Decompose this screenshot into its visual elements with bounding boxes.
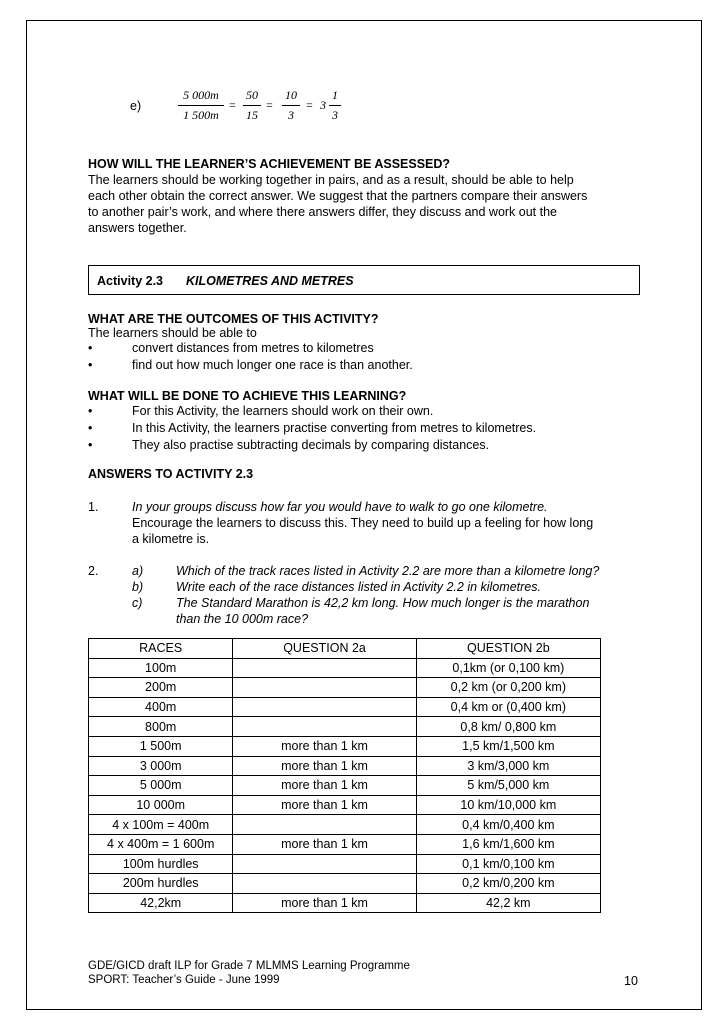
mixed-number-whole: 3 [320,98,326,112]
table-cell: 1 500m [89,736,233,756]
table-cell: 0,8 km/ 0,800 km [416,717,600,737]
fraction-denominator: 3 [332,108,338,122]
fraction-denominator: 1 500m [183,108,219,122]
equals-sign: = [266,98,273,112]
table-row [89,697,601,717]
table-cell: 10 000m [89,795,233,815]
fraction-numerator: 10 [285,88,297,102]
table-cell: 3 000m [89,756,233,776]
table-cell: more than 1 km [233,893,416,913]
table-cell: 4 x 400m = 1 600m [89,834,233,854]
fraction-bar [329,105,341,106]
table-cell: 100m [89,658,233,678]
bullet: • [88,421,93,435]
activity-title: KILOMETRES AND METRES [186,274,354,288]
table-cell: more than 1 km [233,756,416,776]
achieve-item: In this Activity, the learners practise converting from metres to kilometres. [132,421,537,435]
table-cell: 4 x 100m = 400m [89,815,233,835]
table-row [89,795,601,815]
table-row [89,854,601,874]
table-row [89,776,601,796]
question-text: In your groups discuss how far you would have to walk to go one kilometre. [132,500,548,514]
assessment-line: to another pair’s work, and where there answers differ, they discuss and work out the [88,205,558,219]
table-cell: more than 1 km [233,736,416,756]
outcomes-intro: The learners should be able to [88,326,257,340]
table-cell: 42,2km [89,893,233,913]
fraction-denominator: 3 [288,108,294,122]
fraction-bar [178,105,224,106]
assessment-line: answers together. [88,221,187,235]
table-cell: 0,2 km (or 0,200 km) [416,678,600,698]
fraction-bar [243,105,261,106]
question-number: 1. [88,500,99,514]
bullet: • [88,341,93,355]
subquestion-label: c) [132,596,143,610]
assessment-line: The learners should be working together in pairs, and as a result, should be able to help [88,173,574,187]
table-row [89,834,601,854]
bullet: • [88,358,93,372]
activity-number: Activity 2.3 [97,274,164,288]
table-cell: 0,1 km/0,100 km [416,854,600,874]
bullet: • [88,404,93,418]
answers-heading: ANSWERS TO ACTIVITY 2.3 [88,467,254,481]
table-cell: more than 1 km [233,776,416,796]
table-cell: 800m [89,717,233,737]
subquestion-text: Write each of the race distances listed in Activity 2.2 in kilometres. [176,580,541,594]
table-cell: 5 km/5,000 km [416,776,600,796]
footer-line: SPORT: Teacher’s Guide - June 1999 [88,974,280,986]
table-cell: 0,4 km or (0,400 km) [416,697,600,717]
fraction-numerator: 1 [332,88,338,102]
achieve-heading: WHAT WILL BE DONE TO ACHIEVE THIS LEARNING? [88,389,407,403]
table-row [89,815,601,835]
table-row [89,893,601,913]
subquestion-label: b) [132,580,144,594]
table-row [89,717,601,737]
column-header: RACES [89,639,233,659]
footer-line: GDE/GICD draft ILP for Grade 7 MLMMS Learning Programme [88,960,410,972]
table-cell: 100m hurdles [89,854,233,874]
formula-label: e) [130,99,142,113]
table-row [89,736,601,756]
fraction-numerator: 5 000m [183,88,219,102]
subquestion-text: than the 10 000m race? [176,612,309,626]
table-cell: 1,6 km/1,600 km [416,834,600,854]
table-cell: 200m hurdles [89,874,233,894]
page-number: 10 [624,974,638,988]
outcomes-heading: WHAT ARE THE OUTCOMES OF THIS ACTIVITY? [88,312,379,326]
question-number: 2. [88,564,99,578]
table-cell: 0,4 km/0,400 km [416,815,600,835]
table-row [89,756,601,776]
table-row [89,874,601,894]
achieve-item: They also practise subtracting decimals by comparing distances. [132,438,490,452]
table-cell: more than 1 km [233,795,416,815]
table-row [89,678,601,698]
table-cell [233,717,416,737]
table-cell [233,658,416,678]
table-cell: 0,1km (or 0,100 km) [416,658,600,678]
table-cell: 400m [89,697,233,717]
achieve-item: For this Activity, the learners should work on their own. [132,404,434,418]
table-cell [233,854,416,874]
column-header: QUESTION 2b [416,639,600,659]
equals-sign: = [306,98,313,112]
equals-sign: = [229,98,236,112]
column-header: QUESTION 2a [233,639,416,659]
outcome-item: convert distances from metres to kilometres [132,341,374,355]
races-table [88,638,601,913]
subquestion-text: The Standard Marathon is 42,2 km long. How much longer is the marathon [176,596,590,610]
question-note: Encourage the learners to discuss this. They need to build up a feeling for how long [132,516,594,530]
table-row [89,658,601,678]
table-cell: 200m [89,678,233,698]
assessment-heading: HOW WILL THE LEARNER’S ACHIEVEMENT BE ASSESSED? [88,157,451,171]
fraction-bar [282,105,300,106]
table-cell: 42,2 km [416,893,600,913]
bullet: • [88,438,93,452]
question-note: a kilometre is. [132,532,210,546]
subquestion-label: a) [132,564,144,578]
assessment-line: each other obtain the correct answer. We suggest that the partners compare their answers [88,189,588,203]
table-cell: 0,2 km/0,200 km [416,874,600,894]
fraction-numerator: 50 [246,88,258,102]
table-cell: 10 km/10,000 km [416,795,600,815]
table-cell [233,874,416,894]
activity-title-box [88,265,640,295]
table-cell: more than 1 km [233,834,416,854]
table-cell: 5 000m [89,776,233,796]
table-cell: 3 km/3,000 km [416,756,600,776]
outcome-item: find out how much longer one race is than another. [132,358,413,372]
table-cell [233,815,416,835]
table-cell [233,678,416,698]
table-cell [233,697,416,717]
subquestion-text: Which of the track races listed in Activity 2.2 are more than a kilometre long? [176,564,600,578]
table-header-row [89,639,601,659]
table-cell: 1,5 km/1,500 km [416,736,600,756]
fraction-denominator: 15 [246,108,258,122]
